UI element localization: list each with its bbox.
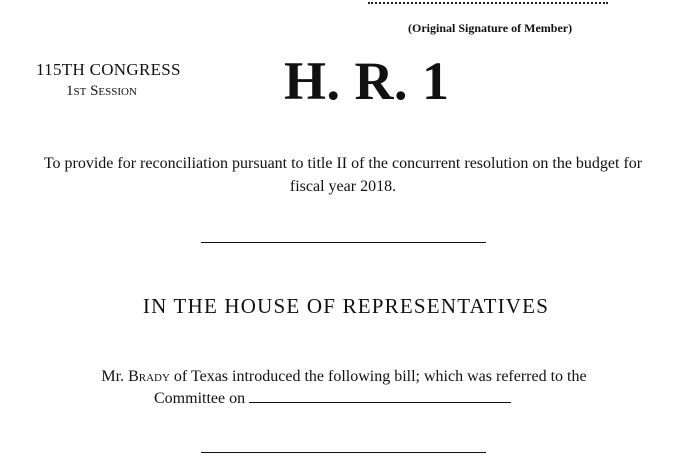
bill-purpose: To provide for reconciliation pursuant to title II of the concurrent resolution on the budget for fiscal year 2018. — [43, 155, 643, 195]
sponsor-prefix: Mr. — [101, 368, 125, 385]
bill-number: H. R. 1 — [284, 51, 450, 111]
sponsor-name: Brady — [128, 368, 170, 385]
introduction-line-1 — [44, 366, 644, 388]
congress-label: 115TH CONGRESS — [36, 60, 181, 79]
chamber-heading: IN THE HOUSE OF REPRESENTATIVES — [142, 294, 550, 318]
signature-label: (Original Signature of Member) — [408, 21, 573, 35]
separator-rule-bottom — [201, 452, 486, 453]
signature-line — [368, 2, 608, 4]
introduction-text: of Texas introduced the following bill; which was referred to the — [173, 368, 587, 385]
committee-label: Committee on — [154, 390, 246, 407]
introduction-line-2 — [44, 388, 644, 410]
committee-blank-line — [249, 388, 511, 403]
introduction-statement — [44, 366, 644, 410]
separator-rule-top — [201, 242, 486, 243]
session-label: 1st Session — [66, 83, 137, 99]
